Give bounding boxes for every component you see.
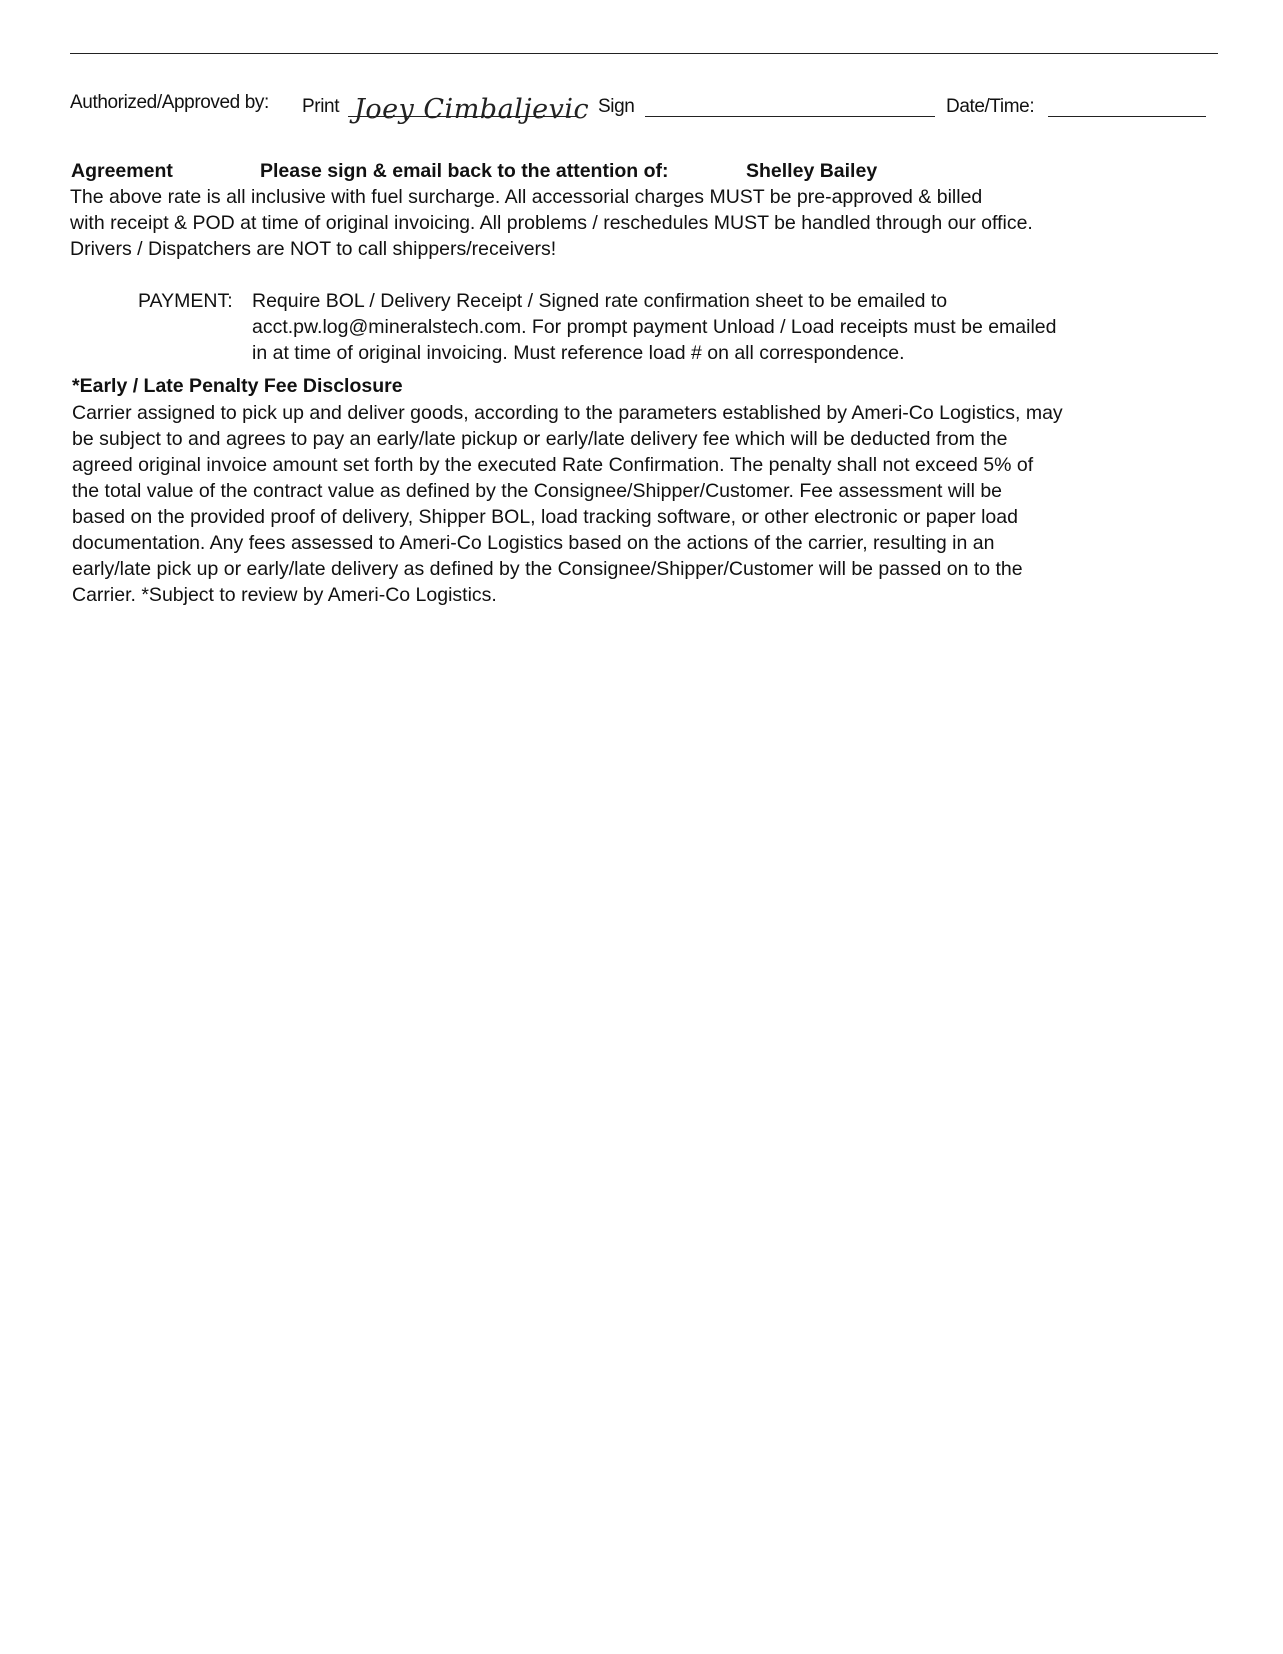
datetime-label: Date/Time: (946, 96, 1035, 117)
datetime-field[interactable] (1048, 94, 1206, 117)
penalty-line: Carrier assigned to pick up and deliver goods, according to the parameters established by Ameri-Co Logistics, may (72, 402, 1063, 424)
agreement-heading-row (71, 160, 1171, 184)
penalty-line: the total value of the contract value as defined by the Consignee/Shipper/Customer. Fee assessment will be (72, 480, 1003, 502)
penalty-line: documentation. Any fees assessed to Ameri-Co Logistics based on the actions of the carrier, resulting in an (72, 532, 995, 554)
sign-field[interactable] (645, 94, 935, 117)
penalty-line: Carrier. *Subject to review by Ameri-Co Logistics. (72, 584, 497, 606)
agreement-line: The above rate is all inclusive with fuel surcharge. All accessorial charges MUST be pre-approved & billed (70, 186, 983, 208)
payment-line: Require BOL / Delivery Receipt / Signed rate confirmation sheet to be emailed to (252, 290, 948, 312)
payment-line: in at time of original invoicing. Must reference load # on all correspondence. (252, 342, 905, 364)
penalty-disclosure-text (72, 400, 1063, 608)
penalty-line: based on the provided proof of delivery, Shipper BOL, load tracking software, or other electronic or paper load (72, 506, 1018, 528)
sign-label: Sign (598, 96, 635, 117)
payment-text (252, 288, 1057, 366)
agreement-line: Drivers / Dispatchers are NOT to call shippers/receivers! (70, 238, 557, 260)
penalty-line: be subject to and agrees to pay an early/late pickup or early/late delivery fee which will be deducted from the (72, 428, 1008, 450)
agreement-contact-name: Shelley Bailey (746, 160, 878, 182)
agreement-text (70, 184, 1033, 262)
top-divider (70, 53, 1218, 54)
print-name-handwriting: Joey Cimbaljevic (354, 94, 590, 125)
agreement-instruction: Please sign & email back to the attention of: (260, 160, 669, 182)
print-name-field[interactable] (348, 94, 590, 125)
authorized-label: Authorized/Approved by: (70, 92, 269, 113)
penalty-disclosure-title: *Early / Late Penalty Fee Disclosure (72, 375, 403, 397)
penalty-line: early/late pick up or early/late delivery as defined by the Consignee/Shipper/Customer will be passed on to the (72, 558, 1023, 580)
agreement-heading: Agreement (71, 160, 173, 182)
agreement-line: with receipt & POD at time of original invoicing. All problems / reschedules MUST be handled through our office. (70, 212, 1033, 234)
penalty-line: agreed original invoice amount set forth by the executed Rate Confirmation. The penalty shall not exceed 5% of (72, 454, 1034, 476)
payment-line: acct.pw.log@mineralstech.com. For prompt payment Unload / Load receipts must be emailed (252, 316, 1057, 338)
payment-label: PAYMENT: (138, 290, 233, 312)
print-label: Print (302, 96, 340, 117)
